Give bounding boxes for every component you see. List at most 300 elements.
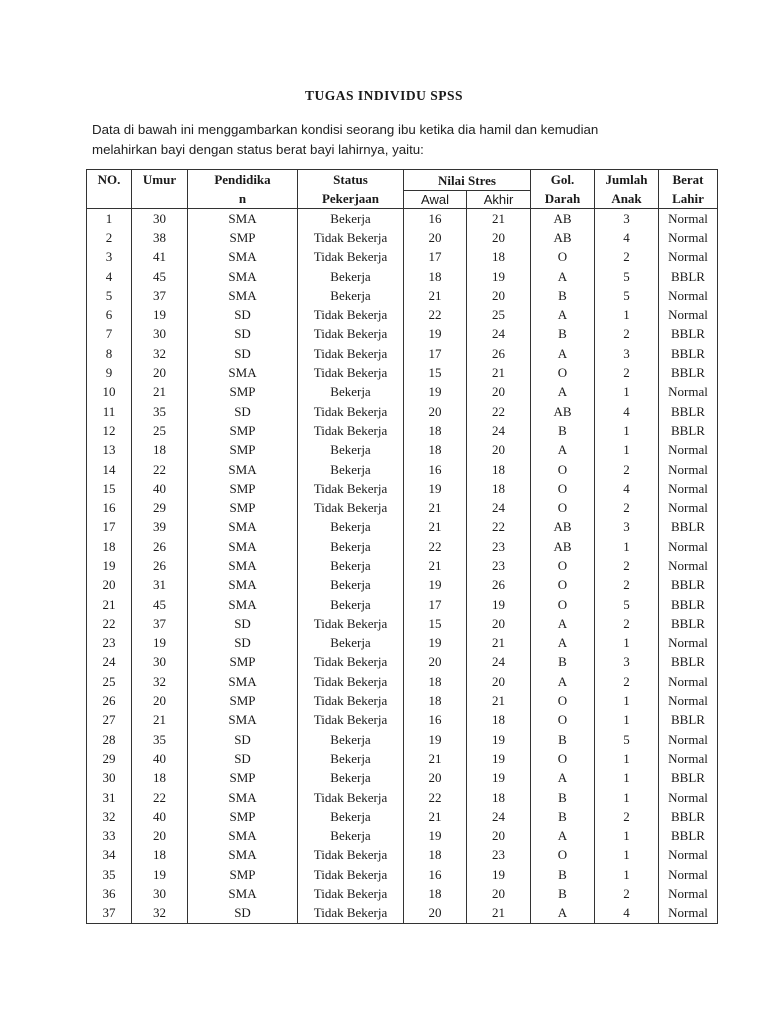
cell-berat-lahir: Normal <box>659 865 718 884</box>
cell-gol-darah: A <box>531 827 595 846</box>
cell-no: 10 <box>87 383 132 402</box>
cell-status-pekerjaan: Bekerja <box>298 769 404 788</box>
cell-umur: 22 <box>132 788 188 807</box>
cell-jumlah-anak: 5 <box>595 286 659 305</box>
cell-berat-lahir: BBLR <box>659 769 718 788</box>
cell-no: 9 <box>87 363 132 382</box>
cell-stres-awal: 22 <box>404 305 467 324</box>
cell-pendidikan: SD <box>188 614 298 633</box>
cell-umur: 32 <box>132 344 188 363</box>
cell-status-pekerjaan: Tidak Bekerja <box>298 884 404 903</box>
cell-status-pekerjaan: Tidak Bekerja <box>298 421 404 440</box>
cell-status-pekerjaan: Tidak Bekerja <box>298 344 404 363</box>
cell-gol-darah: O <box>531 576 595 595</box>
cell-gol-darah: B <box>531 807 595 826</box>
cell-gol-darah: A <box>531 634 595 653</box>
table-row <box>87 769 718 788</box>
cell-stres-awal: 18 <box>404 691 467 710</box>
cell-no: 15 <box>87 479 132 498</box>
table-row <box>87 537 718 556</box>
header-status-line-2: Pekerjaan <box>321 191 380 206</box>
cell-pendidikan: SD <box>188 325 298 344</box>
table-row <box>87 595 718 614</box>
cell-stres-awal: 18 <box>404 267 467 286</box>
cell-no: 37 <box>87 904 132 924</box>
cell-jumlah-anak: 1 <box>595 846 659 865</box>
cell-stres-awal: 22 <box>404 788 467 807</box>
cell-stres-akhir: 18 <box>467 711 531 730</box>
cell-gol-darah: AB <box>531 228 595 247</box>
cell-stres-awal: 20 <box>404 402 467 421</box>
cell-stres-akhir: 24 <box>467 498 531 517</box>
table-row <box>87 672 718 691</box>
cell-pendidikan: SMA <box>188 576 298 595</box>
cell-no: 8 <box>87 344 132 363</box>
cell-berat-lahir: BBLR <box>659 344 718 363</box>
cell-jumlah-anak: 3 <box>595 518 659 537</box>
cell-umur: 25 <box>132 421 188 440</box>
cell-no: 29 <box>87 749 132 768</box>
cell-stres-akhir: 19 <box>467 749 531 768</box>
cell-pendidikan: SD <box>188 634 298 653</box>
table-row <box>87 884 718 903</box>
cell-stres-awal: 17 <box>404 248 467 267</box>
intro-line-1: Data di bawah ini menggambarkan kondisi seorang ibu ketika dia hamil dan kemudian <box>92 122 599 137</box>
cell-pendidikan: SMA <box>188 537 298 556</box>
cell-status-pekerjaan: Bekerja <box>298 537 404 556</box>
cell-berat-lahir: BBLR <box>659 267 718 286</box>
cell-gol-darah: O <box>531 460 595 479</box>
cell-stres-akhir: 21 <box>467 363 531 382</box>
table-row <box>87 479 718 498</box>
cell-gol-darah: AB <box>531 537 595 556</box>
cell-no: 30 <box>87 769 132 788</box>
cell-umur: 18 <box>132 441 188 460</box>
cell-jumlah-anak: 1 <box>595 383 659 402</box>
cell-berat-lahir: Normal <box>659 884 718 903</box>
table-row <box>87 634 718 653</box>
cell-pendidikan: SMA <box>188 846 298 865</box>
cell-gol-darah: O <box>531 498 595 517</box>
header-pendidikan-line-1: Pendidika <box>214 172 271 187</box>
table-row <box>87 691 718 710</box>
cell-pendidikan: SMA <box>188 711 298 730</box>
cell-umur: 26 <box>132 537 188 556</box>
cell-umur: 37 <box>132 286 188 305</box>
cell-berat-lahir: BBLR <box>659 363 718 382</box>
cell-pendidikan: SD <box>188 305 298 324</box>
cell-berat-lahir: Normal <box>659 441 718 460</box>
cell-umur: 45 <box>132 595 188 614</box>
cell-stres-awal: 21 <box>404 498 467 517</box>
cell-berat-lahir: BBLR <box>659 653 718 672</box>
cell-pendidikan: SMP <box>188 228 298 247</box>
table-row <box>87 711 718 730</box>
cell-stres-akhir: 18 <box>467 788 531 807</box>
cell-umur: 20 <box>132 691 188 710</box>
cell-gol-darah: B <box>531 865 595 884</box>
cell-gol-darah: A <box>531 344 595 363</box>
cell-status-pekerjaan: Tidak Bekerja <box>298 711 404 730</box>
header-jumlah-line-1: Jumlah <box>605 172 648 187</box>
header-status-pekerjaan <box>298 170 404 209</box>
cell-stres-awal: 22 <box>404 537 467 556</box>
cell-stres-akhir: 20 <box>467 614 531 633</box>
table-row <box>87 325 718 344</box>
cell-status-pekerjaan: Tidak Bekerja <box>298 788 404 807</box>
cell-umur: 21 <box>132 383 188 402</box>
table-row <box>87 653 718 672</box>
cell-status-pekerjaan: Tidak Bekerja <box>298 691 404 710</box>
cell-gol-darah: A <box>531 904 595 924</box>
cell-gol-darah: A <box>531 441 595 460</box>
table-row <box>87 267 718 286</box>
data-table <box>86 169 718 924</box>
cell-berat-lahir: Normal <box>659 383 718 402</box>
cell-status-pekerjaan: Tidak Bekerja <box>298 248 404 267</box>
cell-no: 33 <box>87 827 132 846</box>
cell-umur: 20 <box>132 827 188 846</box>
cell-pendidikan: SMA <box>188 595 298 614</box>
cell-berat-lahir: Normal <box>659 846 718 865</box>
cell-no: 19 <box>87 556 132 575</box>
cell-pendidikan: SMP <box>188 383 298 402</box>
cell-no: 13 <box>87 441 132 460</box>
cell-status-pekerjaan: Tidak Bekerja <box>298 614 404 633</box>
cell-gol-darah: O <box>531 479 595 498</box>
cell-gol-darah: O <box>531 691 595 710</box>
cell-umur: 19 <box>132 634 188 653</box>
cell-gol-darah: B <box>531 286 595 305</box>
cell-status-pekerjaan: Tidak Bekerja <box>298 228 404 247</box>
cell-jumlah-anak: 3 <box>595 209 659 229</box>
table-row <box>87 305 718 324</box>
cell-berat-lahir: Normal <box>659 305 718 324</box>
cell-stres-akhir: 24 <box>467 325 531 344</box>
cell-jumlah-anak: 1 <box>595 827 659 846</box>
cell-berat-lahir: BBLR <box>659 325 718 344</box>
cell-jumlah-anak: 1 <box>595 691 659 710</box>
header-gol-line-2: Darah <box>544 191 581 206</box>
cell-stres-akhir: 20 <box>467 228 531 247</box>
cell-no: 14 <box>87 460 132 479</box>
cell-stres-akhir: 23 <box>467 537 531 556</box>
cell-stres-akhir: 22 <box>467 402 531 421</box>
table-row <box>87 228 718 247</box>
cell-stres-akhir: 20 <box>467 286 531 305</box>
cell-pendidikan: SMP <box>188 769 298 788</box>
cell-jumlah-anak: 2 <box>595 460 659 479</box>
cell-no: 25 <box>87 672 132 691</box>
cell-stres-awal: 16 <box>404 209 467 229</box>
cell-stres-awal: 20 <box>404 653 467 672</box>
cell-berat-lahir: Normal <box>659 286 718 305</box>
cell-no: 24 <box>87 653 132 672</box>
header-status-line-1: Status <box>333 172 368 187</box>
cell-pendidikan: SMA <box>188 363 298 382</box>
cell-stres-akhir: 18 <box>467 248 531 267</box>
cell-status-pekerjaan: Tidak Bekerja <box>298 305 404 324</box>
cell-berat-lahir: Normal <box>659 672 718 691</box>
cell-stres-akhir: 19 <box>467 267 531 286</box>
cell-stres-awal: 19 <box>404 576 467 595</box>
cell-umur: 40 <box>132 749 188 768</box>
table-row <box>87 904 718 924</box>
cell-no: 12 <box>87 421 132 440</box>
cell-status-pekerjaan: Tidak Bekerja <box>298 672 404 691</box>
cell-umur: 26 <box>132 556 188 575</box>
cell-stres-akhir: 21 <box>467 904 531 924</box>
table-row <box>87 846 718 865</box>
cell-pendidikan: SMA <box>188 248 298 267</box>
cell-umur: 38 <box>132 228 188 247</box>
cell-jumlah-anak: 4 <box>595 402 659 421</box>
cell-jumlah-anak: 1 <box>595 769 659 788</box>
cell-jumlah-anak: 4 <box>595 904 659 924</box>
cell-stres-awal: 21 <box>404 556 467 575</box>
header-awal: Awal <box>404 191 467 209</box>
cell-umur: 30 <box>132 325 188 344</box>
cell-umur: 39 <box>132 518 188 537</box>
cell-stres-akhir: 20 <box>467 441 531 460</box>
cell-gol-darah: A <box>531 769 595 788</box>
cell-jumlah-anak: 4 <box>595 479 659 498</box>
cell-umur: 35 <box>132 730 188 749</box>
cell-status-pekerjaan: Bekerja <box>298 267 404 286</box>
cell-status-pekerjaan: Bekerja <box>298 518 404 537</box>
cell-stres-akhir: 24 <box>467 653 531 672</box>
cell-gol-darah: B <box>531 730 595 749</box>
cell-jumlah-anak: 3 <box>595 653 659 672</box>
cell-jumlah-anak: 2 <box>595 884 659 903</box>
cell-no: 1 <box>87 209 132 229</box>
cell-no: 20 <box>87 576 132 595</box>
table-row <box>87 576 718 595</box>
cell-pendidikan: SD <box>188 402 298 421</box>
cell-gol-darah: O <box>531 248 595 267</box>
cell-pendidikan: SMA <box>188 672 298 691</box>
cell-jumlah-anak: 3 <box>595 344 659 363</box>
cell-berat-lahir: Normal <box>659 556 718 575</box>
table-row <box>87 402 718 421</box>
cell-jumlah-anak: 1 <box>595 749 659 768</box>
cell-status-pekerjaan: Tidak Bekerja <box>298 865 404 884</box>
cell-gol-darah: B <box>531 884 595 903</box>
cell-umur: 20 <box>132 363 188 382</box>
table-row <box>87 788 718 807</box>
table-row <box>87 344 718 363</box>
cell-stres-awal: 17 <box>404 344 467 363</box>
cell-pendidikan: SMA <box>188 209 298 229</box>
cell-pendidikan: SMA <box>188 267 298 286</box>
cell-status-pekerjaan: Bekerja <box>298 576 404 595</box>
cell-stres-akhir: 19 <box>467 865 531 884</box>
header-pendidikan <box>188 170 298 209</box>
cell-pendidikan: SD <box>188 344 298 363</box>
cell-status-pekerjaan: Tidak Bekerja <box>298 904 404 924</box>
cell-no: 4 <box>87 267 132 286</box>
cell-stres-awal: 18 <box>404 884 467 903</box>
cell-umur: 30 <box>132 884 188 903</box>
table-row <box>87 614 718 633</box>
cell-gol-darah: A <box>531 614 595 633</box>
cell-stres-akhir: 24 <box>467 807 531 826</box>
cell-berat-lahir: Normal <box>659 730 718 749</box>
cell-berat-lahir: Normal <box>659 691 718 710</box>
cell-stres-akhir: 23 <box>467 556 531 575</box>
cell-stres-akhir: 18 <box>467 460 531 479</box>
cell-jumlah-anak: 2 <box>595 807 659 826</box>
cell-berat-lahir: BBLR <box>659 711 718 730</box>
cell-stres-awal: 16 <box>404 865 467 884</box>
cell-pendidikan: SMP <box>188 421 298 440</box>
table-header <box>87 170 718 209</box>
cell-gol-darah: A <box>531 305 595 324</box>
cell-stres-akhir: 21 <box>467 209 531 229</box>
cell-stres-awal: 19 <box>404 827 467 846</box>
cell-no: 26 <box>87 691 132 710</box>
cell-status-pekerjaan: Bekerja <box>298 595 404 614</box>
cell-stres-akhir: 20 <box>467 827 531 846</box>
cell-status-pekerjaan: Bekerja <box>298 441 404 460</box>
cell-jumlah-anak: 2 <box>595 672 659 691</box>
cell-no: 36 <box>87 884 132 903</box>
cell-berat-lahir: BBLR <box>659 595 718 614</box>
cell-status-pekerjaan: Tidak Bekerja <box>298 479 404 498</box>
cell-berat-lahir: Normal <box>659 904 718 924</box>
cell-status-pekerjaan: Tidak Bekerja <box>298 363 404 382</box>
cell-pendidikan: SMA <box>188 518 298 537</box>
cell-umur: 37 <box>132 614 188 633</box>
cell-umur: 18 <box>132 846 188 865</box>
cell-stres-awal: 16 <box>404 711 467 730</box>
cell-jumlah-anak: 1 <box>595 711 659 730</box>
cell-no: 17 <box>87 518 132 537</box>
table-row <box>87 749 718 768</box>
cell-stres-akhir: 26 <box>467 576 531 595</box>
intro-line-2: melahirkan bayi dengan status berat bayi lahirnya, yaitu: <box>92 141 424 157</box>
cell-no: 6 <box>87 305 132 324</box>
cell-pendidikan: SMP <box>188 691 298 710</box>
cell-stres-akhir: 21 <box>467 634 531 653</box>
table-row <box>87 827 718 846</box>
cell-umur: 29 <box>132 498 188 517</box>
cell-gol-darah: B <box>531 325 595 344</box>
cell-no: 32 <box>87 807 132 826</box>
cell-gol-darah: O <box>531 846 595 865</box>
cell-no: 16 <box>87 498 132 517</box>
cell-jumlah-anak: 1 <box>595 865 659 884</box>
cell-stres-awal: 20 <box>404 904 467 924</box>
cell-jumlah-anak: 2 <box>595 556 659 575</box>
cell-gol-darah: O <box>531 363 595 382</box>
cell-umur: 30 <box>132 653 188 672</box>
header-berat-line-1: Berat <box>672 172 704 187</box>
page-title: TUGAS INDIVIDU SPSS <box>304 88 464 103</box>
cell-stres-awal: 15 <box>404 363 467 382</box>
cell-pendidikan: SD <box>188 730 298 749</box>
cell-pendidikan: SMP <box>188 479 298 498</box>
table-row <box>87 518 718 537</box>
cell-status-pekerjaan: Tidak Bekerja <box>298 402 404 421</box>
table-row <box>87 865 718 884</box>
cell-pendidikan: SMA <box>188 286 298 305</box>
cell-berat-lahir: Normal <box>659 749 718 768</box>
cell-gol-darah: B <box>531 788 595 807</box>
cell-stres-akhir: 19 <box>467 595 531 614</box>
cell-jumlah-anak: 5 <box>595 595 659 614</box>
table-row <box>87 441 718 460</box>
cell-umur: 40 <box>132 479 188 498</box>
cell-jumlah-anak: 1 <box>595 421 659 440</box>
cell-stres-awal: 18 <box>404 441 467 460</box>
cell-no: 35 <box>87 865 132 884</box>
cell-stres-akhir: 18 <box>467 479 531 498</box>
table-row <box>87 498 718 517</box>
cell-jumlah-anak: 4 <box>595 228 659 247</box>
cell-pendidikan: SD <box>188 904 298 924</box>
cell-no: 7 <box>87 325 132 344</box>
table-row <box>87 286 718 305</box>
header-akhir: Akhir <box>467 191 531 209</box>
table-row <box>87 248 718 267</box>
cell-pendidikan: SMA <box>188 556 298 575</box>
cell-status-pekerjaan: Bekerja <box>298 383 404 402</box>
cell-stres-akhir: 20 <box>467 672 531 691</box>
header-jumlah-anak <box>595 170 659 209</box>
cell-berat-lahir: BBLR <box>659 576 718 595</box>
cell-stres-akhir: 26 <box>467 344 531 363</box>
cell-stres-akhir: 20 <box>467 884 531 903</box>
cell-no: 5 <box>87 286 132 305</box>
cell-no: 18 <box>87 537 132 556</box>
cell-stres-awal: 16 <box>404 460 467 479</box>
table-row <box>87 363 718 382</box>
cell-stres-awal: 18 <box>404 846 467 865</box>
cell-pendidikan: SMP <box>188 865 298 884</box>
cell-no: 22 <box>87 614 132 633</box>
cell-status-pekerjaan: Bekerja <box>298 460 404 479</box>
cell-stres-awal: 19 <box>404 383 467 402</box>
table-row <box>87 730 718 749</box>
cell-no: 3 <box>87 248 132 267</box>
cell-berat-lahir: BBLR <box>659 402 718 421</box>
cell-stres-awal: 18 <box>404 672 467 691</box>
cell-umur: 31 <box>132 576 188 595</box>
table-row <box>87 421 718 440</box>
cell-berat-lahir: BBLR <box>659 518 718 537</box>
cell-status-pekerjaan: Tidak Bekerja <box>298 846 404 865</box>
cell-umur: 30 <box>132 209 188 229</box>
cell-umur: 35 <box>132 402 188 421</box>
cell-gol-darah: AB <box>531 209 595 229</box>
cell-jumlah-anak: 2 <box>595 614 659 633</box>
intro-paragraph <box>92 120 692 159</box>
cell-jumlah-anak: 2 <box>595 248 659 267</box>
cell-stres-awal: 21 <box>404 807 467 826</box>
cell-jumlah-anak: 1 <box>595 441 659 460</box>
cell-jumlah-anak: 5 <box>595 730 659 749</box>
cell-jumlah-anak: 2 <box>595 325 659 344</box>
cell-no: 28 <box>87 730 132 749</box>
cell-gol-darah: O <box>531 556 595 575</box>
table-row <box>87 383 718 402</box>
cell-stres-awal: 21 <box>404 518 467 537</box>
cell-pendidikan: SMA <box>188 460 298 479</box>
cell-stres-akhir: 20 <box>467 383 531 402</box>
cell-pendidikan: SMA <box>188 827 298 846</box>
cell-status-pekerjaan: Tidak Bekerja <box>298 325 404 344</box>
